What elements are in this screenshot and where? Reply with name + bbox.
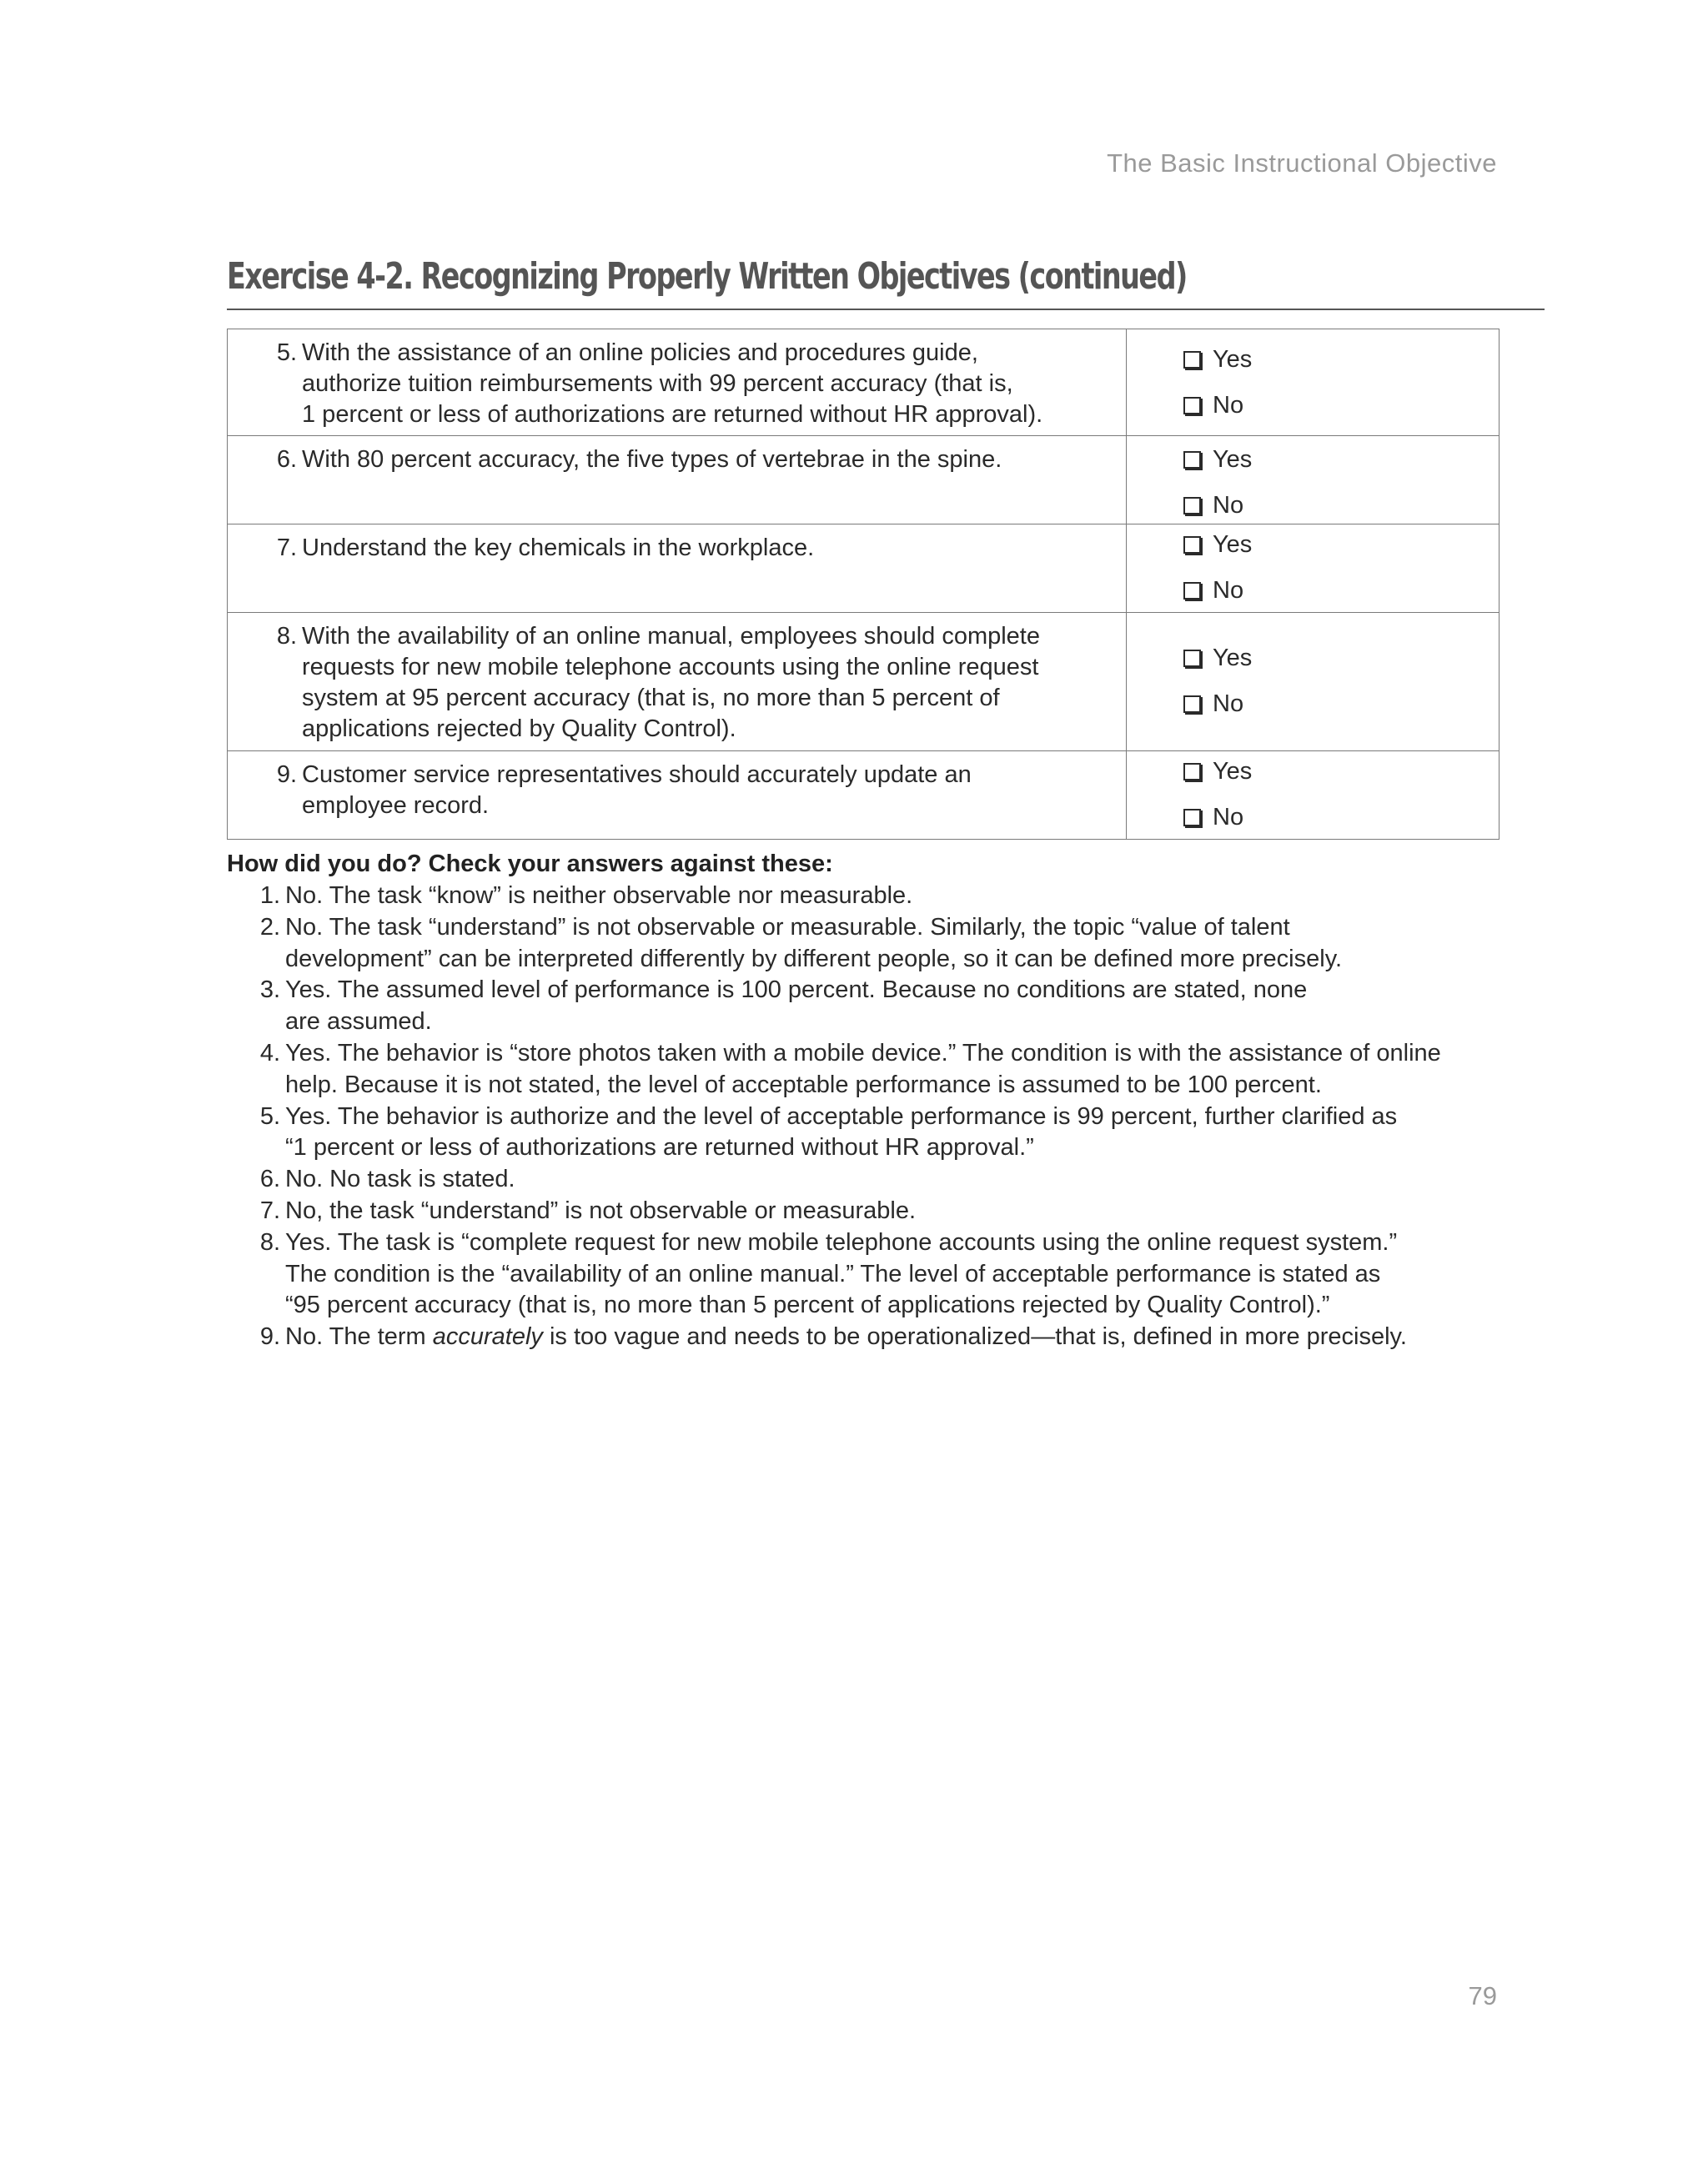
answer-number: 9. [259, 1323, 280, 1351]
objective-row-6 [228, 436, 1500, 524]
answer-text: Yes. The behavior is “store photos taken with a mobile device.” The condition is with the assistance of online help. Because it is not stated, the level of acceptable performance is assumed to be 100 percent. [285, 1039, 1441, 1098]
checkbox-icon[interactable] [1183, 582, 1201, 600]
objective-number: 6. [276, 446, 297, 473]
answer-number: 8. [259, 1228, 280, 1256]
answer-number: 5. [259, 1102, 280, 1130]
yes-label: Yes [1213, 346, 1253, 373]
answer-text: No. The term accurately is too vague and needs to be operationalized—that is, defined in more precisely. [285, 1323, 1407, 1351]
checkbox-icon[interactable] [1183, 397, 1201, 414]
page-number: 79 [1468, 1981, 1497, 2010]
objective-text: With 80 percent accuracy, the five types of vertebrae in the spine. [302, 446, 1002, 473]
checkbox-icon[interactable] [1183, 497, 1201, 514]
checkbox-icon[interactable] [1183, 536, 1201, 554]
objective-number: 8. [276, 623, 297, 650]
checkbox-icon[interactable] [1183, 451, 1201, 469]
objective-cell [228, 751, 1127, 840]
answer-item [227, 1227, 1528, 1322]
objective-cell [228, 329, 1127, 436]
yes-label: Yes [1213, 531, 1253, 558]
answer-number: 7. [259, 1197, 280, 1224]
objective-text: Customer service representatives should accurately update an employee record. [302, 761, 972, 819]
answer-item [227, 1322, 1528, 1353]
no-option[interactable] [1183, 689, 1499, 720]
choice-cell [1127, 613, 1500, 751]
checkbox-icon[interactable] [1183, 763, 1201, 780]
choice-cell [1127, 436, 1500, 524]
answers-list [227, 881, 1528, 1353]
no-label: No [1213, 804, 1244, 831]
checkbox-icon[interactable] [1183, 650, 1201, 667]
objective-text: With the assistance of an online policies and procedures guide, authorize tuition reimbursements with 99 percent accuracy (that is, 1 percent or less of authorizations are returned without HR approval). [302, 339, 1043, 428]
answer-number: 1. [259, 882, 280, 909]
checkbox-icon[interactable] [1183, 351, 1201, 369]
yes-option[interactable] [1183, 344, 1499, 375]
answer-text: Yes. The behavior is authorize and the level of acceptable performance is 99 percent, further clarified as “1 percent or less of authorizations are returned without HR approval.” [285, 1102, 1398, 1162]
choice-cell [1127, 329, 1500, 436]
yes-option[interactable] [1183, 529, 1499, 560]
answers-heading: How did you do? Check your answers against these: [227, 851, 833, 877]
no-label: No [1213, 577, 1244, 604]
objective-number: 5. [276, 339, 297, 366]
answer-item [227, 1038, 1528, 1102]
objective-row-5 [228, 329, 1500, 436]
yes-label: Yes [1213, 446, 1253, 473]
objective-text: With the availability of an online manual, employees should complete requests for new mobile telephone accounts using the online request system at 95 percent accuracy (that is, no more than 5 percent of applications rejected by Quality Control). [302, 623, 1040, 742]
no-option[interactable] [1183, 390, 1499, 421]
answer-text: Yes. The assumed level of performance is 100 percent. Because no conditions are stated, none are assumed. [285, 976, 1308, 1036]
objective-text: Understand the key chemicals in the workplace. [302, 534, 815, 561]
objective-row-7 [228, 524, 1500, 613]
objective-number: 7. [276, 534, 297, 561]
yes-label: Yes [1213, 645, 1253, 671]
yes-option[interactable] [1183, 444, 1499, 475]
yes-label: Yes [1213, 758, 1253, 785]
objective-number: 9. [276, 761, 297, 788]
yes-option[interactable] [1183, 643, 1499, 674]
answer-item [227, 1102, 1528, 1165]
choice-cell [1127, 751, 1500, 840]
answer-item [227, 912, 1528, 976]
checkbox-icon[interactable] [1183, 809, 1201, 826]
no-option[interactable] [1183, 490, 1499, 521]
answer-number: 3. [259, 976, 280, 1004]
answer-text: No, the task “understand” is not observable or measurable. [285, 1197, 917, 1224]
objective-cell [228, 613, 1127, 751]
no-option[interactable] [1183, 575, 1499, 606]
yes-option[interactable] [1183, 756, 1499, 787]
no-option[interactable] [1183, 802, 1499, 833]
no-label: No [1213, 492, 1244, 519]
objectives-table [227, 329, 1500, 840]
no-label: No [1213, 392, 1244, 419]
answer-number: 6. [259, 1166, 280, 1193]
answer-item [227, 1196, 1528, 1227]
answer-number: 2. [259, 913, 280, 941]
running-header: The Basic Instructional Objective [1107, 148, 1497, 178]
answer-item [227, 975, 1528, 1038]
answer-text: No. The task “know” is neither observable nor measurable. [285, 882, 913, 909]
answer-text: No. The task “understand” is not observable or measurable. Similarly, the topic “value of talent development” can be interpreted differently by different people, so it can be defined more precisely. [285, 913, 1343, 972]
choice-cell [1127, 524, 1500, 613]
objective-row-9 [228, 751, 1500, 840]
answer-number: 4. [259, 1039, 280, 1066]
answer-text: No. No task is stated. [285, 1166, 515, 1193]
objective-cell [228, 524, 1127, 613]
checkbox-icon[interactable] [1183, 695, 1201, 713]
exercise-title: Exercise 4-2. Recognizing Properly Written Objectives (continued) [227, 255, 1187, 298]
answer-item [227, 881, 1528, 912]
answer-item [227, 1164, 1528, 1196]
emphasis-term: accurately [432, 1323, 543, 1351]
title-rule [227, 309, 1545, 310]
objective-row-8 [228, 613, 1500, 751]
no-label: No [1213, 690, 1244, 717]
answer-text: Yes. The task is “complete request for new mobile telephone accounts using the online request system.” The condition is the “availability of an online manual.” The level of acceptable performance is stated as “95 percent accuracy (that is, no more than 5 percent of applications rejected by Quality Control).” [285, 1228, 1398, 1319]
objective-cell [228, 436, 1127, 524]
